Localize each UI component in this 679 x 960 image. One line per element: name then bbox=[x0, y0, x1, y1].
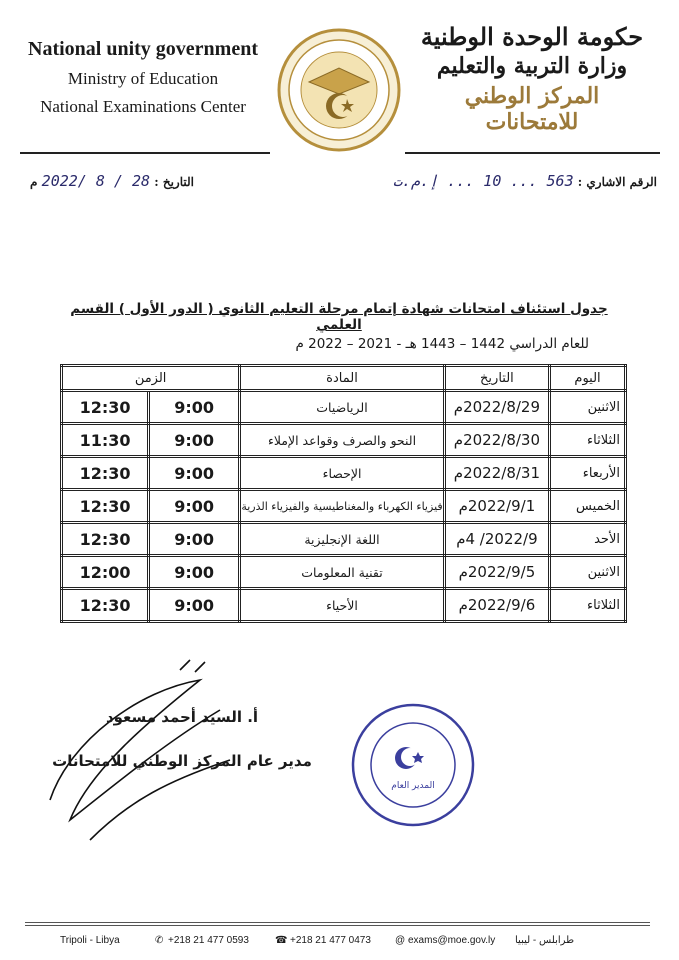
subject-cell: النحو والصرف وقواعد الإملاء bbox=[240, 424, 445, 457]
header-time: الزمن bbox=[62, 366, 240, 391]
government-name-ar: حكومة الوحدة الوطنية bbox=[420, 22, 644, 51]
end-time-cell: 12:30 bbox=[62, 391, 149, 424]
day-cell: الاثنين bbox=[550, 391, 626, 424]
table-header-row bbox=[62, 366, 626, 391]
signature-block bbox=[47, 708, 317, 770]
day-cell: الاثنين bbox=[550, 556, 626, 589]
end-time-cell: 12:30 bbox=[62, 589, 149, 622]
official-stamp bbox=[348, 700, 478, 830]
subject-cell: اللغة الإنجليزية bbox=[240, 523, 445, 556]
table-row bbox=[62, 424, 626, 457]
reference-label: الرقم الاشاري : bbox=[577, 175, 657, 189]
table-row bbox=[62, 457, 626, 490]
date-cell: 2022/9/5م bbox=[444, 556, 549, 589]
fax-icon: ☎ bbox=[275, 935, 288, 946]
date-cell: 2022/9/ 4م bbox=[444, 523, 549, 556]
header-divider-left bbox=[20, 152, 270, 154]
subject-cell: الإحصاء bbox=[240, 457, 445, 490]
date-cell: 2022/8/29م bbox=[444, 391, 549, 424]
footer-divider bbox=[25, 922, 650, 923]
stamp-label: المدير العام bbox=[391, 781, 435, 791]
subject-cell: الرياضيات bbox=[240, 391, 445, 424]
table-row bbox=[62, 391, 626, 424]
academic-year: للعام الدراسي 1442 – 1443 هـ - 2021 – 2022 م bbox=[295, 336, 589, 352]
header-arabic bbox=[417, 22, 647, 135]
day-cell: الثلاثاء bbox=[550, 589, 626, 622]
end-time-cell: 12:00 bbox=[62, 556, 149, 589]
start-time-cell: 9:00 bbox=[149, 556, 240, 589]
header-date: التاريخ bbox=[444, 366, 549, 391]
start-time-cell: 9:00 bbox=[149, 457, 240, 490]
date-value: 2022/ 8 / 28 bbox=[41, 172, 151, 190]
subject-cell: تقنية المعلومات bbox=[240, 556, 445, 589]
exam-schedule-table bbox=[60, 364, 627, 623]
end-time-cell: 12:30 bbox=[62, 490, 149, 523]
ministry-name-en: Ministry of Education bbox=[67, 69, 219, 88]
signatory-name: أ. السيد أحمد مسعود bbox=[105, 708, 259, 726]
date-cell: 2022/9/1م bbox=[444, 490, 549, 523]
government-name-en: National unity government bbox=[28, 38, 258, 60]
header-subject: المادة bbox=[240, 366, 445, 391]
end-time-cell: 12:30 bbox=[62, 523, 149, 556]
reference-value: 563 ... 10 ... إ.م.ت bbox=[392, 172, 574, 190]
start-time-cell: 9:00 bbox=[149, 490, 240, 523]
ministry-logo bbox=[275, 26, 403, 154]
day-cell: الأربعاء bbox=[550, 457, 626, 490]
start-time-cell: 9:00 bbox=[149, 391, 240, 424]
table-row bbox=[62, 523, 626, 556]
subject-cell: فيزياء الكهرباء والمغناطيسية والفيزياء الذرية bbox=[240, 490, 445, 523]
day-cell: الأحد bbox=[550, 523, 626, 556]
date-cell: 2022/8/31م bbox=[444, 457, 549, 490]
start-time-cell: 9:00 bbox=[149, 589, 240, 622]
signatory-position: مدير عام المركز الوطني للامتحانات bbox=[52, 752, 312, 770]
footer-phone-2: +218 21 477 0473 bbox=[290, 935, 371, 946]
footer-city: Tripoli - Libya bbox=[60, 935, 120, 946]
center-name-ar: المركز الوطني للامتحانات bbox=[464, 83, 600, 135]
date-suffix: م bbox=[30, 175, 38, 189]
day-cell: الخميس bbox=[550, 490, 626, 523]
table-row bbox=[62, 556, 626, 589]
day-cell: الثلاثاء bbox=[550, 424, 626, 457]
start-time-cell: 9:00 bbox=[149, 523, 240, 556]
footer-email: exams@moe.gov.ly bbox=[408, 935, 496, 946]
footer-divider-2 bbox=[25, 925, 650, 926]
reference-number bbox=[393, 172, 657, 190]
subject-cell: الأحياء bbox=[240, 589, 445, 622]
header-divider-right bbox=[405, 152, 660, 154]
end-time-cell: 11:30 bbox=[62, 424, 149, 457]
table-row bbox=[62, 589, 626, 622]
footer-phone-1: +218 21 477 0593 bbox=[168, 935, 249, 946]
date-cell: 2022/8/30م bbox=[444, 424, 549, 457]
header-english bbox=[28, 38, 258, 117]
date-label: التاريخ : bbox=[154, 175, 194, 189]
header-day: اليوم bbox=[550, 366, 626, 391]
email-icon: @ bbox=[395, 935, 406, 946]
footer-city-ar: طرابلس - ليبيا bbox=[515, 935, 575, 946]
phone-icon: ✆ bbox=[155, 935, 164, 946]
ministry-name-ar: وزارة التربية والتعليم bbox=[436, 53, 628, 79]
date-cell: 2022/9/6م bbox=[444, 589, 549, 622]
start-time-cell: 9:00 bbox=[149, 424, 240, 457]
center-name-en: National Examinations Center bbox=[40, 97, 246, 116]
document-date bbox=[30, 172, 194, 190]
end-time-cell: 12:30 bbox=[62, 457, 149, 490]
table-row bbox=[62, 490, 626, 523]
schedule-title: جدول استئناف امتحانات شهادة إتمام مرحلة التعليم الثانوي ( الدور الأول ) القسم العلمي bbox=[70, 301, 608, 333]
